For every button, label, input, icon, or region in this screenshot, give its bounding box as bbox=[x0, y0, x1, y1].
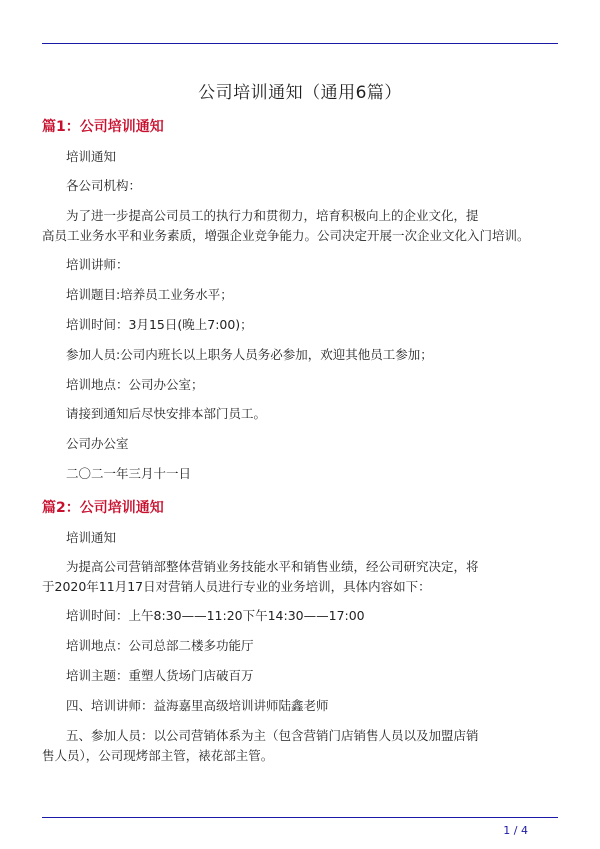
paragraph: 四、培训讲师：益海嘉里高级培训讲师陆鑫老师 bbox=[66, 698, 329, 713]
section-2-heading: 篇2：公司培训通知 bbox=[42, 500, 164, 516]
section-1-heading: 篇1：公司培训通知 bbox=[42, 119, 164, 135]
paragraph: 参加人员:公司内班长以上职务人员务必参加，欢迎其他员工参加； bbox=[66, 347, 433, 362]
paragraph-line: 为提高公司营销部整体营销业务技能水平和销售业绩，经公司研究决定，将 bbox=[66, 559, 479, 574]
paragraph: 培训时间：3月15日(晚上7:00)； bbox=[66, 317, 253, 332]
paragraph bbox=[42, 557, 558, 597]
paragraph: 培训通知 bbox=[66, 149, 117, 164]
paragraph: 培训题目:培养员工业务水平； bbox=[66, 287, 233, 302]
paragraph-line: 五、参加人员：以公司营销体系为主（包含营销门店销售人员以及加盟店销 bbox=[66, 728, 479, 743]
paragraph-line: 为了进一步提高公司员工的执行力和贯彻力，培育积极向上的企业文化，提 bbox=[66, 208, 479, 223]
paragraph bbox=[42, 206, 558, 246]
paragraph: 培训地点：公司总部二楼多功能厅 bbox=[66, 638, 254, 653]
page-number: 1 / 4 bbox=[503, 824, 528, 837]
paragraph bbox=[42, 726, 558, 766]
paragraph: 请接到通知后尽快安排本部门员工。 bbox=[66, 406, 267, 421]
footer-rule bbox=[42, 817, 558, 818]
header-rule bbox=[42, 43, 558, 44]
paragraph: 培训讲师： bbox=[66, 257, 129, 272]
paragraph-line: 于2020年11月17日对营销人员进行专业的业务培训，具体内容如下： bbox=[42, 579, 431, 594]
document-title: 公司培训通知（通用6篇） bbox=[198, 83, 402, 103]
paragraph: 培训主题：重塑人货场门店破百万 bbox=[66, 668, 254, 683]
paragraph-line: 售人员），公司现烤部主管，裱花部主管。 bbox=[42, 748, 274, 763]
paragraph: 培训地点：公司办公室； bbox=[66, 377, 204, 392]
paragraph: 培训时间：上午8:30——11:20下午14:30——17:00 bbox=[66, 608, 365, 623]
paragraph-line: 高员工业务水平和业务素质，增强企业竞争能力。公司决定开展一次企业文化入门培训。 bbox=[42, 228, 530, 243]
paragraph: 培训通知 bbox=[66, 530, 117, 545]
signature-date: 二〇二一年三月十一日 bbox=[66, 466, 192, 481]
paragraph: 各公司机构： bbox=[66, 178, 142, 193]
signature-org: 公司办公室 bbox=[66, 436, 129, 451]
